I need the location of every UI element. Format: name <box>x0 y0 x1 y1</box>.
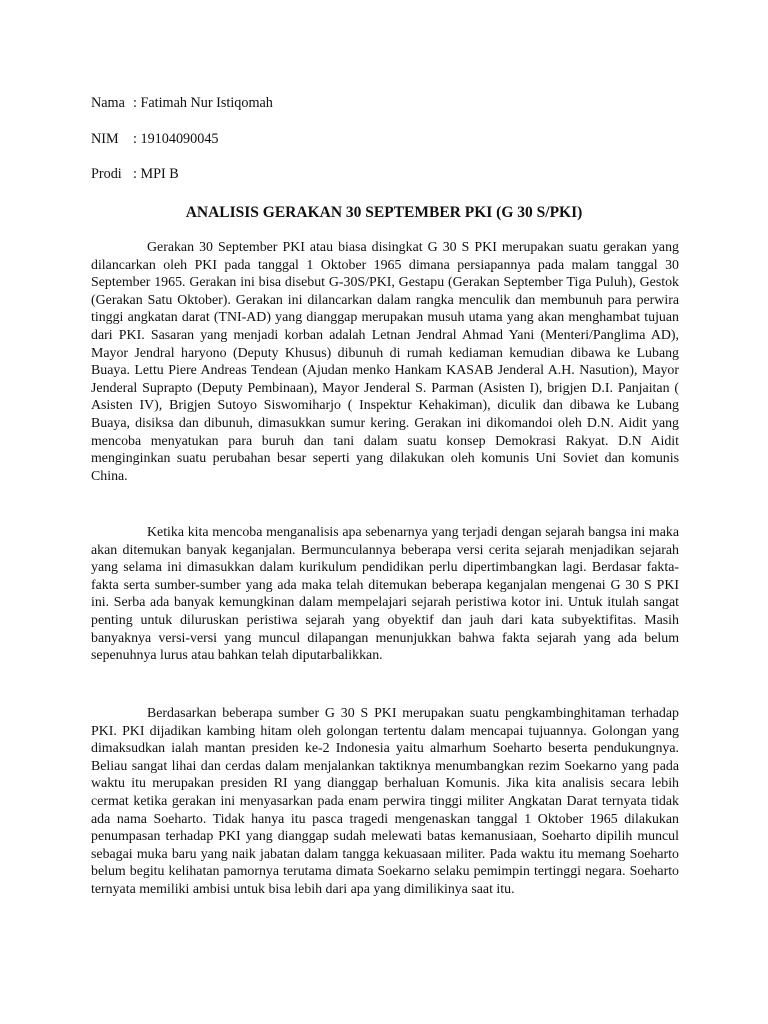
name-line <box>91 94 273 112</box>
nim-line <box>91 130 219 148</box>
name-value: : Fatimah Nur Istiqomah <box>133 95 273 111</box>
document-title: ANALISIS GERAKAN 30 SEPTEMBER PKI (G 30 S/PKI) <box>185 204 583 221</box>
paragraph-3: Berdasarkan beberapa sumber G 30 S PKI merupakan suatu pengkambinghitaman terhadap PKI. PKI dijadikan kambing hitam oleh golongan tertentu dalam mencapai tujuannya. Golongan yang dimaksudkan ialah mantan presiden ke-2 Indonesia yaitu almarhum Soeharto beserta pendukungnya. Beliau sangat lihai dan cerdas dalam menjalankan taktiknya menumbangkan rezim Soekarno yang pada waktu itu merupakan presiden RI yang dianggap berhaluan Komunis. Jika kita analisis secara lebih cermat ketika gerakan ini menyasarkan pada enam perwira tinggi militer Angkatan Darat ternyata tidak ada nama Soeharto. Tidak hanya itu pasca tragedi mengenaskan tanggal 1 Oktober 1965 dilakukan penumpasan terhadap PKI yang dianggap sudah melewati batas kemanusiaan, Soeharto dipilih muncul sebagai muka baru yang naik jabatan dalam tangga kekuasaan militer. Pada waktu itu memang Soeharto belum begitu kelihatan pamornya terutama dimata Soekarno selaku pemimpin tertinggi negara. Soeharto ternyata memiliki ambisi untuk bisa lebih dari apa yang dimilikinya saat itu. <box>91 706 679 897</box>
prodi-label: Prodi <box>91 166 122 182</box>
nim-value: : 19104090045 <box>133 131 219 147</box>
prodi-line <box>91 165 179 183</box>
paragraph-1: Gerakan 30 September PKI atau biasa disingkat G 30 S PKI merupakan suatu gerakan yang dilancarkan oleh PKI pada tanggal 1 Oktober 1965 dimana persiapannya pada malam tanggal 30 September 1965. Gerakan ini bisa disebut G-30S/PKI, Gestapu (Gerakan September Tiga Puluh), Gestok (Gerakan Satu Oktober). Gerakan ini dilancarkan dalam rangka menculik dan membunuh para perwira tinggi angkatan darat (TNI-AD) yang dianggap merupakan musuh utama yang akan menghambat tujuan dari PKI. Sasaran yang menjadi korban adalah Letnan Jendral Ahmad Yani (Menteri/Panglima AD), Mayor Jendral haryono (Deputy Khusus) dibunuh di rumah kediaman kemudian dibawa ke Lubang Buaya. Lettu Piere Andreas Tendean (Ajudan menko Hankam KASAB Jenderal A.H. Nasution), Mayor Jenderal Suprapto (Deputy Pembinaan), Mayor Jenderal S. Parman (Asisten I), brigjen D.I. Panjaitan ( Asisten IV), Brigjen Sutoyo Siswomiharjo ( Inspektur Kehakiman), diculik dan dibawa ke Lubang Buaya, disiksa dan dibunuh, dimasukkan sumur kering. Gerakan ini dikomandoi oleh D.N. Aidit yang mencoba menyatukan para buruh dan tani dalam suatu konsep Demokrasi Rakyat. D.N Aidit menginginkan suatu perubahan besar seperti yang dilakukan oleh komunis Uni Soviet dan komunis China. <box>91 240 679 484</box>
paragraph-2: Ketika kita mencoba menganalisis apa sebenarnya yang terjadi dengan sejarah bangsa ini maka akan ditemukan banyak keganjalan. Bermunculannya beberapa versi cerita sejarah menjadikan sejarah yang selama ini dimasukkan dalam kurikulum pendidikan perlu dipertimbangkan lagi. Berdasar fakta-fakta serta sumber-sumber yang ada maka telah ditemukan beberapa keganjalan mengenai G 30 S PKI ini. Serba ada banyak kemungkinan dalam mempelajari sejarah peristiwa kotor ini. Untuk itulah sangat penting untuk diluruskan peristiwa sejarah yang obyektif dan jauh dari kata subyektifitas. Masih banyaknya versi-versi yang muncul dilapangan menunjukkan bahwa fakta sejarah yang ada belum sepenuhnya lurus atau bahkan telah diputarbalikkan. <box>91 525 679 664</box>
name-label: Nama <box>91 95 125 111</box>
prodi-value: : MPI B <box>133 166 179 182</box>
nim-label: NIM <box>91 131 119 147</box>
